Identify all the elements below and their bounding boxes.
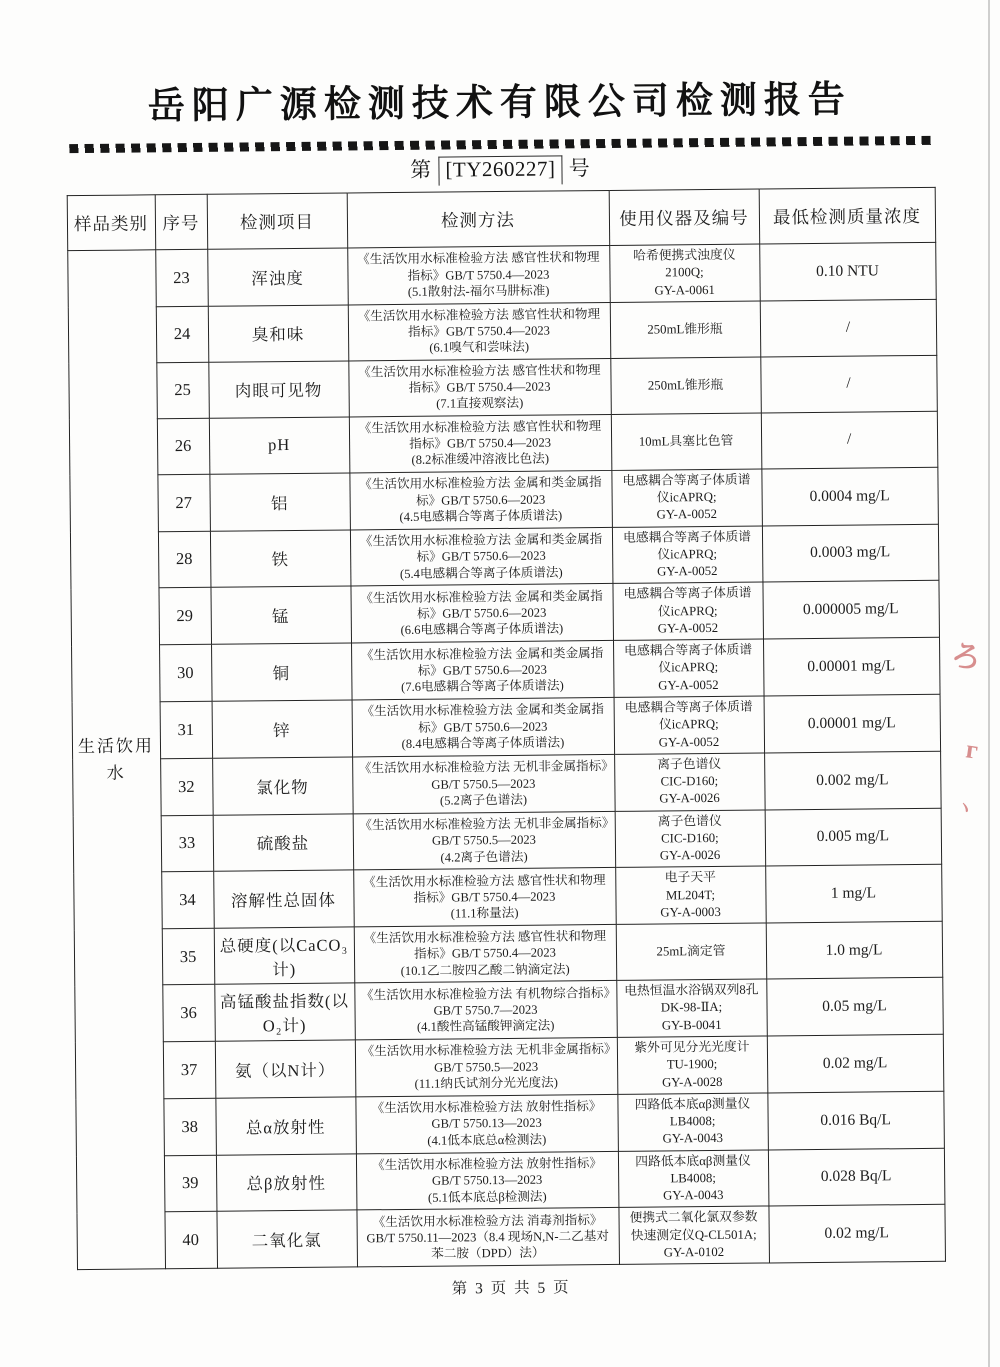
instrument-line: 250mL锥形瓶 <box>647 321 723 337</box>
table-header-row <box>67 187 935 250</box>
cell-item: 铜 <box>211 643 352 701</box>
cell-instrument <box>611 413 762 470</box>
cell-sample-category: 生活饮用水 <box>67 250 165 1270</box>
instrument-line: GY-A-0052 <box>658 677 719 693</box>
instrument-line: DK-98-ⅡA; <box>660 1000 723 1015</box>
cell-method <box>349 470 612 529</box>
instrument-line: GY-A-0102 <box>663 1244 725 1260</box>
scan-edge-line <box>988 0 990 1367</box>
instrument-line: 仪icAPRQ; <box>656 490 717 505</box>
cell-item: 二氧化氯 <box>216 1210 357 1268</box>
cell-limit: / <box>760 355 937 413</box>
instrument-line: 电子天平 <box>664 870 716 885</box>
method-clause: (7.6电感耦合等离子体质谱法) <box>401 678 564 695</box>
cell-item: 臭和味 <box>208 305 349 362</box>
red-stamp-fragment: ろ <box>947 637 985 678</box>
red-stamp-fragment: 丶 <box>952 796 977 822</box>
method-standard: 《生活饮用水标准检验方法 放射性指标》GB/T 5750.13—2023 <box>372 1155 603 1188</box>
table-row <box>72 694 941 759</box>
table-row <box>76 1148 945 1213</box>
method-clause: (11.1称量法) <box>450 906 519 921</box>
cell-instrument <box>615 866 766 924</box>
instrument-line: GY-B-0041 <box>661 1017 722 1033</box>
cell-item: 锌 <box>212 700 353 758</box>
instrument-line: 电感耦合等离子体质谱 <box>622 529 752 545</box>
cell-item: 氨（以N计） <box>215 1040 356 1098</box>
doc-no-value: [TY260227] <box>438 155 562 185</box>
cell-method <box>353 811 616 870</box>
cell-item: 总硬度(以CaCO₃计) <box>214 927 355 984</box>
cell-limit: 0.00001 mg/L <box>763 637 940 695</box>
method-clause: (7.1直接观察法) <box>436 396 524 412</box>
cell-seq: 39 <box>164 1155 217 1212</box>
table-row <box>69 411 937 475</box>
cell-seq: 31 <box>160 701 213 758</box>
cell-seq: 27 <box>157 474 210 531</box>
instrument-line: 电感耦合等离子体质谱 <box>622 472 751 488</box>
method-clause: (5.4电感耦合等离子体质谱法) <box>399 565 563 581</box>
doc-no-suffix: 号 <box>568 156 591 181</box>
cell-method <box>354 981 617 1040</box>
table-row <box>70 524 939 589</box>
method-standard: 《生活饮用水标准检验方法 金属和类金属指标》GB/T 5750.6—2023 <box>360 645 604 678</box>
instrument-line: GY-A-0026 <box>659 791 720 806</box>
method-clause: (8.4电感耦合等离子体质谱法) <box>401 735 565 752</box>
cell-limit: 0.00001 mg/L <box>764 694 941 752</box>
instrument-line: GY-A-0003 <box>660 904 721 920</box>
instrument-line: GY-A-0026 <box>659 848 721 863</box>
cell-instrument <box>614 696 765 754</box>
method-standard: 《生活饮用水标准检验方法 无机非金属指标》GB/T 5750.5—2023 <box>358 759 608 792</box>
cell-limit: 0.028 Bq/L <box>768 1148 945 1206</box>
cell-item: 总β放射性 <box>216 1153 357 1211</box>
method-clause: (6.1嗅气和尝味法) <box>429 340 530 356</box>
cell-seq: 34 <box>161 872 214 929</box>
method-clause: (5.2离子色谱法) <box>439 792 528 808</box>
cell-limit: 0.0004 mg/L <box>761 467 938 525</box>
instrument-line: GY-A-0028 <box>661 1074 723 1089</box>
instrument-line: 仪icAPRQ; <box>657 546 718 562</box>
table-row <box>72 751 941 816</box>
cell-seq: 26 <box>157 418 210 474</box>
method-standard: 《生活饮用水标准检验方法 金属和类金属指标》GB/T 5750.6—2023 <box>359 531 603 565</box>
cell-item: 铁 <box>210 530 351 588</box>
cell-seq: 32 <box>160 758 213 815</box>
instrument-line: 离子色谱仪 <box>657 813 722 829</box>
cell-item: 浑浊度 <box>207 248 348 306</box>
instrument-line: 四路低本底αβ测量仪 <box>635 1153 751 1169</box>
cell-method <box>355 1037 618 1096</box>
cell-limit: / <box>761 411 938 469</box>
cell-method <box>353 868 616 927</box>
instrument-line: GY-A-0052 <box>657 564 718 579</box>
method-standard: 《生活饮用水标准检验方法 无机非金属指标》GB/T 5750.5—2023 <box>361 1042 611 1075</box>
instrument-line: 仪icAPRQ; <box>657 603 718 619</box>
table-row <box>70 581 939 646</box>
cell-method <box>352 697 615 756</box>
cell-method <box>348 302 611 361</box>
table-row <box>75 1091 944 1156</box>
instrument-line: 10mL具塞比色管 <box>638 433 734 449</box>
instrument-line: GY-A-0043 <box>663 1187 724 1203</box>
table-row <box>73 865 942 930</box>
instrument-line: 哈希便携式浊度仪 <box>633 247 736 263</box>
cell-item: 铝 <box>209 473 350 531</box>
instrument-line: 电热恒温水浴锅双列8孔 <box>624 982 759 999</box>
cell-seq: 35 <box>162 928 215 984</box>
method-standard: 《生活饮用水标准检验方法 消毒剂指标》GB/T 5750.11—2023（8.4 现场N,N-二乙基对苯二胺（DPD）法） <box>366 1212 610 1262</box>
method-standard: 《生活饮用水标准检验方法 感官性状和物理指标》GB/T 5750.4—2023 <box>363 872 606 905</box>
cell-seq: 33 <box>161 815 214 872</box>
header-seq: 序号 <box>155 194 208 249</box>
instrument-line: GY-A-0052 <box>656 507 718 522</box>
method-clause: (4.5电感耦合等离子体质谱法) <box>399 508 563 524</box>
instrument-line: ML204T; <box>665 887 716 903</box>
cell-limit: 0.10 NTU <box>759 242 936 300</box>
method-standard: 《生活饮用水标准检验方法 感官性状和物理指标》GB/T 5750.4—2023 <box>363 929 607 962</box>
table-row <box>74 921 942 985</box>
method-clause: (6.6电感耦合等离子体质谱法) <box>400 621 564 638</box>
instrument-line: GY-A-0061 <box>654 282 715 298</box>
cell-instrument <box>612 582 763 640</box>
method-standard: 《生活饮用水标准检验方法 感官性状和物理指标》GB/T 5750.4—2023 <box>357 250 600 283</box>
cell-seq: 28 <box>158 531 211 588</box>
cell-instrument <box>612 526 763 584</box>
cell-item: 锰 <box>210 586 351 644</box>
instrument-line: GY-A-0043 <box>662 1131 724 1146</box>
header-item: 检测项目 <box>207 193 348 249</box>
instrument-line: 离子色谱仪 <box>657 756 722 772</box>
instrument-line: TU-1900; <box>666 1057 718 1072</box>
cell-limit: 1.0 mg/L <box>766 921 943 979</box>
cell-instrument <box>618 1150 769 1208</box>
instrument-line: 电感耦合等离子体质谱 <box>624 642 753 659</box>
header-sample-category: 样品类别 <box>67 195 156 251</box>
cell-seq: 24 <box>156 306 209 362</box>
cell-item: 氯化物 <box>212 757 353 815</box>
cell-seq: 30 <box>159 644 212 701</box>
cell-limit: 0.02 mg/L <box>768 1205 945 1263</box>
cell-instrument <box>618 1206 769 1264</box>
cell-limit: 0.000005 mg/L <box>762 581 939 639</box>
method-clause: (5.1散射法-福尔马肼标准) <box>407 283 550 299</box>
method-clause: (5.1低本底总β检测法) <box>427 1189 547 1205</box>
cell-limit: 0.0003 mg/L <box>762 524 939 582</box>
table-row <box>69 467 938 532</box>
cell-item: 总α放射性 <box>215 1097 356 1155</box>
test-items-table <box>66 187 945 1270</box>
method-standard: 《生活饮用水标准检验方法 无机非金属指标》GB/T 5750.5—2023 <box>359 815 609 848</box>
method-clause: (4.1低本底总α检测法) <box>427 1132 547 1148</box>
method-clause: (10.1乙二胺四乙酸二钠滴定法) <box>400 962 570 978</box>
cell-method <box>348 358 611 417</box>
method-standard: 《生活饮用水标准检验方法 放射性指标》GB/T 5750.13—2023 <box>371 1099 602 1132</box>
cell-method <box>349 414 612 473</box>
cell-item: 肉眼可见物 <box>208 361 349 418</box>
cell-instrument <box>613 639 764 697</box>
instrument-line: 仪icAPRQ; <box>658 660 719 675</box>
instrument-line: LB4008; <box>670 1170 716 1186</box>
table-row <box>75 1034 944 1099</box>
cell-limit: 0.016 Bq/L <box>767 1091 944 1149</box>
instrument-line: 仪icAPRQ; <box>658 717 719 732</box>
cell-item: 溶解性总固体 <box>213 870 354 928</box>
table-row <box>73 808 942 873</box>
instrument-line: 四路低本底αβ测量仪 <box>634 1096 751 1112</box>
cell-instrument <box>617 1036 768 1094</box>
cell-method <box>355 1094 618 1153</box>
cell-instrument <box>616 979 767 1037</box>
instrument-line: CIC-D160; <box>660 773 719 789</box>
instrument-line: 250mL锥形瓶 <box>647 377 724 393</box>
cell-method <box>356 1208 619 1267</box>
table-row <box>74 977 943 1042</box>
cell-limit: 1 mg/L <box>765 865 942 923</box>
cell-instrument <box>616 923 767 980</box>
method-standard: 《生活饮用水标准检验方法 有机物综合指标》GB/T 5750.7—2023 <box>360 985 610 1018</box>
cell-limit: 0.002 mg/L <box>764 751 941 809</box>
cell-limit: 0.02 mg/L <box>767 1034 944 1092</box>
instrument-line: CIC-D160; <box>661 830 719 846</box>
cell-seq: 23 <box>155 249 208 306</box>
cell-method <box>354 925 617 984</box>
instrument-line: 电感耦合等离子体质谱 <box>624 699 753 715</box>
method-clause: (4.1酸性高锰酸钾滴定法) <box>416 1018 555 1035</box>
method-standard: 《生活饮用水标准检验方法 金属和类金属指标》GB/T 5750.6—2023 <box>360 588 603 621</box>
header-instrument: 使用仪器及编号 <box>609 189 760 245</box>
cell-limit: 0.005 mg/L <box>765 808 942 866</box>
table-row <box>71 637 940 702</box>
cell-seq: 36 <box>162 984 215 1041</box>
cell-item: 高锰酸盐指数(以O₂计) <box>214 983 355 1041</box>
instrument-line: 快速测定仪Q-CL501A; <box>630 1227 757 1243</box>
instrument-line: LB4008; <box>669 1114 716 1129</box>
cell-method <box>347 245 610 304</box>
cell-seq: 40 <box>164 1212 217 1269</box>
cell-method <box>356 1151 619 1210</box>
method-standard: 《生活饮用水标准检验方法 感官性状和物理指标》GB/T 5750.4—2023 <box>358 362 601 395</box>
method-standard: 《生活饮用水标准检验方法 金属和类金属指标》GB/T 5750.6—2023 <box>359 475 602 508</box>
cell-method <box>350 527 613 586</box>
method-standard: 《生活饮用水标准检验方法 感官性状和物理指标》GB/T 5750.4—2023 <box>357 306 601 340</box>
header-limit: 最低检测质量浓度 <box>759 187 936 244</box>
report-title: 岳阳广源检测技术有限公司检测报告 <box>147 78 853 127</box>
cell-instrument <box>617 1093 768 1151</box>
method-clause: (11.1纳氏试剂分光光度法) <box>414 1075 558 1091</box>
cell-item: 硫酸盐 <box>213 814 354 872</box>
cell-instrument <box>610 301 761 358</box>
instrument-line: 2100Q; <box>665 265 704 280</box>
cell-seq: 25 <box>156 362 209 418</box>
cell-instrument <box>615 810 766 868</box>
table-row <box>67 242 936 307</box>
method-clause: (4.2离子色谱法) <box>440 849 528 865</box>
cell-limit: / <box>760 299 937 357</box>
instrument-line: 紫外可见分光光度计 <box>634 1039 750 1055</box>
instrument-line: GY-A-0052 <box>657 620 719 636</box>
table-row <box>68 355 936 419</box>
instrument-line: GY-A-0052 <box>658 734 720 750</box>
cell-limit: 0.05 mg/L <box>766 977 943 1035</box>
header-method: 检测方法 <box>347 190 610 248</box>
instrument-line: 25mL滴定管 <box>656 943 726 959</box>
red-stamp-fragment: г <box>964 734 981 765</box>
doc-no-prefix: 第 <box>410 157 433 182</box>
instrument-line: 便携式二氧化氯双参数 <box>629 1209 758 1226</box>
cell-instrument <box>610 357 761 414</box>
method-standard: 《生活饮用水标准检验方法 感官性状和物理指标》GB/T 5750.4—2023 <box>358 418 602 451</box>
cell-seq: 37 <box>163 1041 216 1098</box>
cell-instrument <box>609 244 760 302</box>
method-clause: (8.2标准缓冲溶液比色法) <box>411 452 550 468</box>
cell-method <box>350 584 613 643</box>
cell-item: pH <box>209 417 350 474</box>
cell-method <box>352 754 615 813</box>
cell-method <box>351 641 614 700</box>
method-standard: 《生活饮用水标准检验方法 金属和类金属指标》GB/T 5750.6—2023 <box>361 702 604 735</box>
cell-instrument <box>611 469 762 527</box>
instrument-line: 电感耦合等离子体质谱 <box>623 585 752 602</box>
cell-seq: 38 <box>163 1098 216 1155</box>
page-footer: 第 3 页 共 5 页 <box>451 1279 571 1298</box>
cell-instrument <box>614 753 765 811</box>
cell-seq: 29 <box>158 588 211 645</box>
document-number-line <box>0 148 1000 190</box>
table-row <box>68 299 936 363</box>
table-row <box>76 1205 945 1270</box>
